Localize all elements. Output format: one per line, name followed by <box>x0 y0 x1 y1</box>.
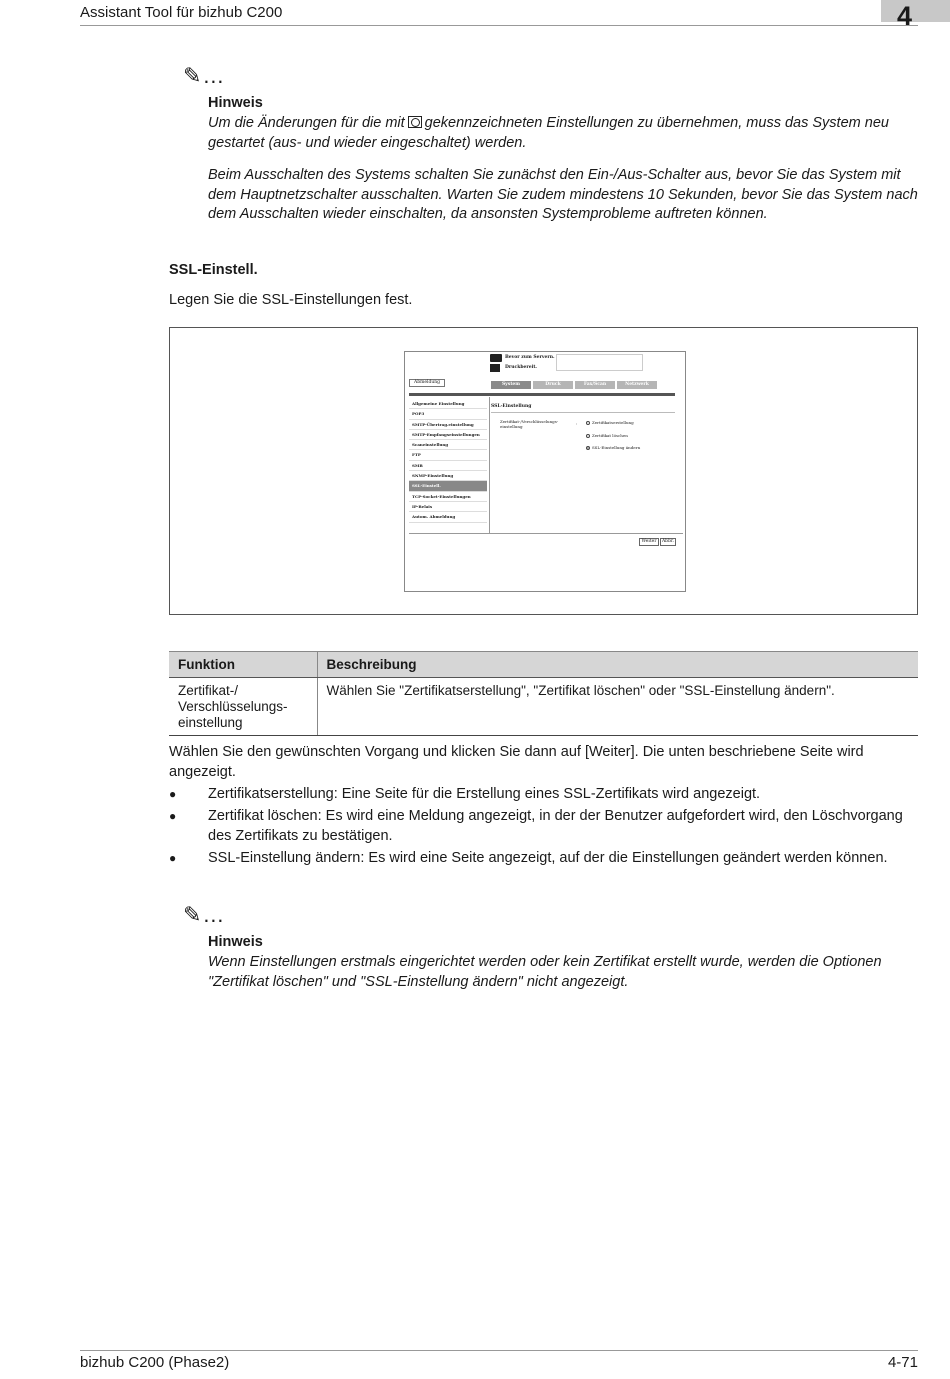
header-title: Assistant Tool für bizhub C200 <box>80 4 283 21</box>
cell-function-line: einstellung <box>178 715 243 730</box>
chapter-number: 4 <box>897 1 913 31</box>
menu-item[interactable]: TCP-Socket-Einstellungen <box>409 492 487 502</box>
ssl-settings-screenshot <box>404 351 686 592</box>
footer-divider <box>409 533 683 534</box>
section-title: SSL-Einstell. <box>169 262 258 278</box>
menu-item[interactable]: SMTP-Übertrag.einstellung <box>409 420 487 430</box>
note-heading: Hinweis <box>208 934 263 950</box>
note-text-pre: Um die Änderungen für die mit <box>208 115 405 131</box>
logout-button[interactable]: Abmeldung <box>409 379 445 387</box>
chapter-tab <box>881 0 950 22</box>
footer-divider-line <box>80 1350 918 1351</box>
note-pencil-icon: ✎… <box>183 63 226 88</box>
note-heading: Hinweis <box>208 95 263 111</box>
option-label: SSL-Einstellung ändern <box>592 445 641 450</box>
table-header-row <box>169 652 918 678</box>
tab-fax-scan[interactable]: Fax/Scan <box>575 381 615 389</box>
note-paragraph: Beim Ausschalten des Systems schalten Sie zunächst den Ein-/Aus-Schalter aus, bevor Sie das System mit dem Hauptnetzschalter ausschalten. Warten Sie zudem mindestens 10 Sekunden, bevor Sie das System nach dem Ausschalten wieder einschalten, da ansonsten Systemprobleme auftreten können. <box>208 167 918 222</box>
instruction-paragraph: Wählen Sie den gewünschten Vorgang und klicken Sie dann auf [Weiter]. Die unten beschriebene Seite wird angezeigt. <box>169 744 864 780</box>
field-colon: : <box>576 421 578 426</box>
cell-description: Wählen Sie "Zertifikatserstellung", "Zertifikat löschen" oder "SSL-Einstellung ändern". <box>317 678 918 736</box>
printer-status-icon <box>490 364 500 372</box>
next-button[interactable]: Weiter <box>639 538 659 546</box>
note-pencil-icon: ✎… <box>183 902 226 927</box>
tab-network[interactable]: Netzwerk <box>617 381 657 389</box>
header-divider <box>80 25 918 26</box>
cell-function <box>169 678 317 736</box>
menu-item-active[interactable]: SSL-Einstell. <box>409 481 487 491</box>
table-row <box>169 678 918 736</box>
side-menu <box>409 399 487 523</box>
option-create-certificate[interactable] <box>586 420 634 425</box>
note-text-post: gekennzeichneten Einstellungen zu übernehmen, muss das System neu gestartet (aus- und wieder eingeschaltet) werden. <box>208 115 889 151</box>
status-line-1: Bevor zum Servern. <box>505 355 555 360</box>
tab-bar <box>491 381 659 389</box>
radio-icon <box>586 434 590 438</box>
tab-underline <box>409 393 675 396</box>
function-table <box>169 651 918 736</box>
menu-divider <box>489 397 490 533</box>
status-box <box>556 354 643 371</box>
note-text: Wenn Einstellungen erstmals eingerichtet werden oder kein Zertifikat erstellt wurde, werden die Optionen "Zertifikat löschen" und "SSL-Einstellung ändern" nicht angezeigt. <box>208 954 882 990</box>
menu-item[interactable]: SNMP-Einstellung <box>409 471 487 481</box>
pane-title: SSL-Einstellung <box>491 404 532 409</box>
field-label: Zertifikat-/Verschlüsselungs-einstellung <box>500 419 559 429</box>
option-label: Zertifikat löschen <box>592 433 628 438</box>
pane-divider <box>491 412 675 413</box>
section-intro: Legen Sie die SSL-Einstellungen fest. <box>169 292 413 308</box>
option-delete-certificate[interactable] <box>586 433 628 438</box>
menu-item[interactable]: Autom. Abmeldung <box>409 512 487 522</box>
option-change-ssl[interactable] <box>586 445 640 450</box>
cell-function-line: Verschlüsselungs- <box>178 699 288 714</box>
cancel-button[interactable]: Abbr. <box>661 539 675 544</box>
cell-function-line: Zertifikat-/ <box>178 683 239 698</box>
menu-item[interactable]: SMTP-Empfangseinstellungen <box>409 430 487 440</box>
screenshot-frame <box>169 327 918 615</box>
tab-print[interactable]: Druck <box>533 381 573 389</box>
bullet-icon: ● <box>169 787 177 801</box>
bullet-text: SSL-Einstellung ändern: Es wird eine Seite angezeigt, auf der die Einstellungen geändert werden können. <box>208 850 888 866</box>
menu-item[interactable]: SMB <box>409 461 487 471</box>
radio-selected-icon <box>586 446 590 450</box>
restart-required-icon <box>408 116 422 128</box>
menu-item[interactable]: POP3 <box>409 409 487 419</box>
menu-item[interactable]: FTP <box>409 450 487 460</box>
bullet-text: Zertifikatserstellung: Eine Seite für die Erstellung eines SSL-Zertifikats wird angezeigt. <box>208 786 761 802</box>
option-label: Zertifikatserstellung <box>592 420 634 425</box>
menu-item[interactable]: Allgemeine Einstellung <box>409 399 487 409</box>
status-line-2: Druckbereit. <box>505 365 538 370</box>
tab-system[interactable]: System <box>491 381 531 389</box>
radio-icon <box>586 421 590 425</box>
footer-page-number: 4-71 <box>887 1354 918 1371</box>
menu-item[interactable]: Scaneinstellung <box>409 440 487 450</box>
bullet-text: Zertifikat löschen: Es wird eine Meldung angezeigt, in der der Benutzer aufgefordert wird, den Löschvorgang des Zertifikats zu bestätigen. <box>208 808 903 844</box>
bullet-icon: ● <box>169 851 177 865</box>
printer-icon <box>490 354 502 362</box>
column-header-description: Beschreibung <box>317 652 918 678</box>
footer-product: bizhub C200 (Phase2) <box>80 1354 230 1371</box>
column-header-function: Funktion <box>169 652 317 678</box>
bullet-icon: ● <box>169 809 177 823</box>
note-text <box>208 114 924 153</box>
menu-item[interactable]: IP-Relais <box>409 502 487 512</box>
